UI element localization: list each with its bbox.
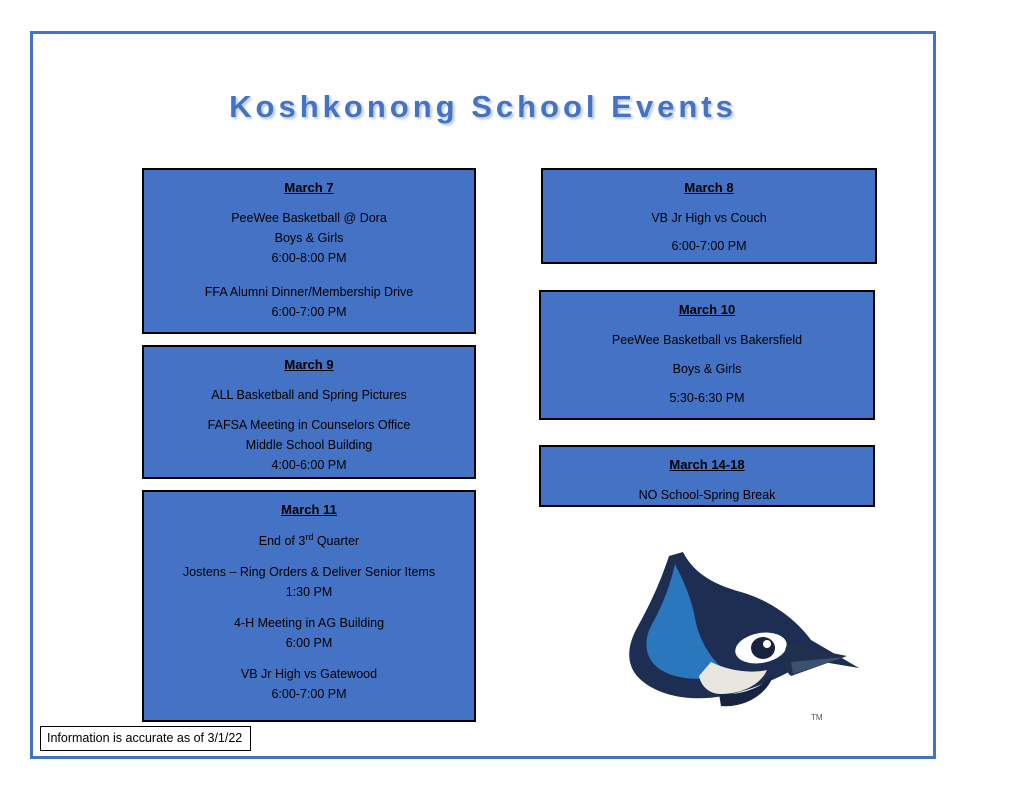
event-card-march-8	[541, 168, 877, 264]
event-line: 6:00-7:00 PM	[271, 686, 347, 701]
event-spacer	[144, 653, 474, 664]
event-spacer	[144, 405, 474, 415]
event-line: 4-H Meeting in AG Building	[233, 615, 385, 630]
event-spacer	[144, 268, 474, 282]
event-line: FAFSA Meeting in Counselors Office	[207, 417, 411, 432]
event-card-march-9	[142, 345, 476, 479]
event-spacer	[541, 350, 873, 359]
page-title: Koshkonong School Events	[229, 89, 737, 124]
event-line: PeeWee Basketball @ Dora	[231, 210, 387, 225]
event-card-march-10	[539, 290, 875, 420]
document-frame	[30, 31, 936, 759]
event-spacer	[144, 551, 474, 562]
event-line: Middle School Building	[245, 437, 373, 452]
event-line: VB Jr High vs Couch	[651, 210, 767, 225]
event-line: Boys & Girls	[274, 230, 344, 245]
event-line: 6:00 PM	[285, 635, 333, 650]
event-card-march-14-18	[539, 445, 875, 507]
event-line: 6:00-7:00 PM	[271, 304, 347, 319]
event-line: 5:30-6:30 PM	[669, 390, 745, 405]
event-card-header: March 14-18	[669, 457, 745, 472]
event-line-quarter: End of 3rd Quarter	[258, 531, 360, 548]
event-line: 6:00-7:00 PM	[671, 238, 747, 253]
event-line: 1:30 PM	[285, 584, 333, 599]
event-line: FFA Alumni Dinner/Membership Drive	[204, 284, 414, 299]
event-line: ALL Basketball and Spring Pictures	[211, 387, 407, 402]
event-card-header: March 7	[284, 180, 334, 195]
event-line: NO School-Spring Break	[638, 487, 776, 502]
trademark-label: TM	[811, 713, 823, 722]
event-card-header: March 11	[281, 502, 337, 517]
event-card-header: March 10	[678, 302, 736, 317]
event-line: 4:00-6:00 PM	[271, 457, 347, 472]
event-spacer	[144, 602, 474, 613]
event-line: Jostens – Ring Orders & Deliver Senior Items	[182, 564, 436, 579]
event-line: PeeWee Basketball vs Bakersfield	[611, 332, 803, 347]
event-card-march-7	[142, 168, 476, 334]
event-card-header: March 8	[684, 180, 734, 195]
accuracy-note: Information is accurate as of 3/1/22	[40, 726, 251, 751]
event-spacer	[543, 228, 875, 236]
event-spacer	[541, 379, 873, 388]
event-line: 6:00-8:00 PM	[271, 250, 347, 265]
event-line: Boys & Girls	[672, 361, 742, 376]
event-line: VB Jr High vs Gatewood	[240, 666, 378, 681]
event-card-march-11	[142, 490, 476, 722]
event-card-header: March 9	[284, 357, 334, 372]
blue-jay-mascot-icon	[615, 544, 863, 734]
